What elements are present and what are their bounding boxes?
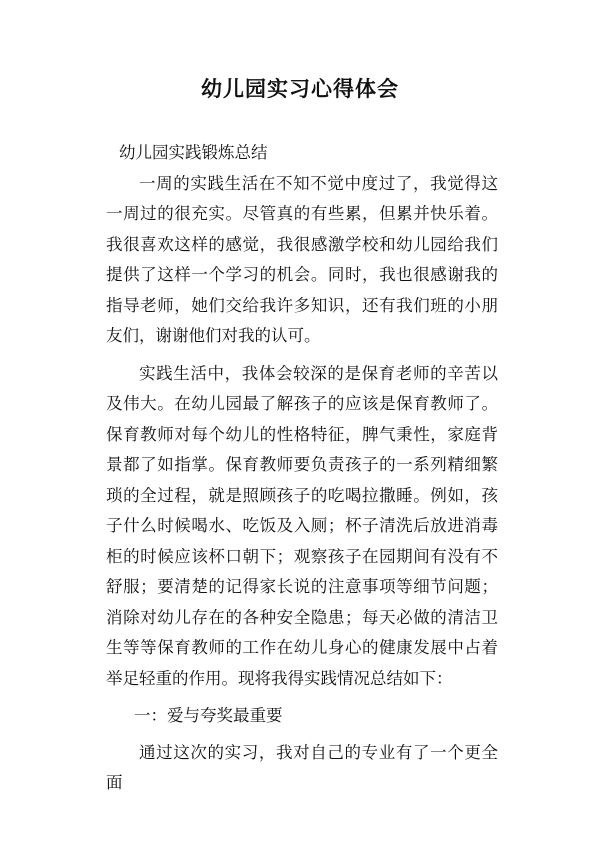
document-body (106, 138, 498, 799)
paragraph-2: 实践生活中，我体会较深的是保育老师的辛苦以及伟大。在幼儿园最了解孩子的应该是保育教师了。保育教师对每个幼儿的性格特征，脾气秉性，家庭背景都了如指掌。保育教师要负责孩子的一系列精细繁琐的全过程，就是照顾孩子的吃喝拉撒睡。例如，孩子什么时候喝水、吃饭及入厕；杯子清洗后放进消毒柜的时候应该杯口朝下；观察孩子在园期间有没有不舒服；要清楚的记得家长说的注意事项等细节问题；消除对幼儿存在的各种安全隐患；每天必做的清洁卫生等等保育教师的工作在幼儿身心的健康发展中占着举足轻重的作用。现将我得实践情况总结如下： (106, 363, 498, 688)
document-subtitle: 幼儿园实践锻炼总结 (119, 143, 268, 162)
section-heading: 一：爱与夸奖最重要 (134, 706, 283, 725)
document-title: 幼儿园实习心得体会 (201, 76, 399, 101)
paragraph-1: 一周的实践生活在不知不觉中度过了，我觉得这一周过的很充实。尽管真的有些累，但累并快乐着。我很喜欢这样的感觉，我很感激学校和幼儿园给我们提供了这样一个学习的机会。同时，我也很感谢我的指导老师，她们交给我许多知识，还有我们班的小朋友们，谢谢他们对我的认可。 (106, 173, 498, 345)
paragraph-3: 通过这次的实习，我对自己的专业有了一个更全面 (106, 742, 498, 792)
